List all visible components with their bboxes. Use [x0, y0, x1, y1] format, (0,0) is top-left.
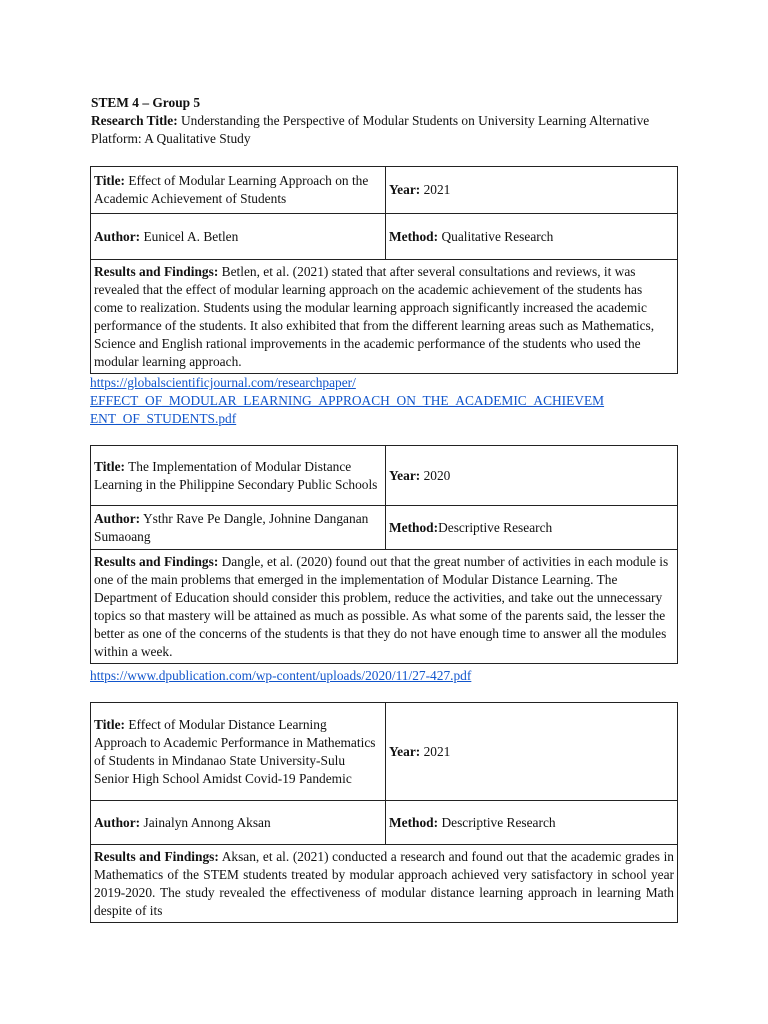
study-results: Betlen, et al. (2021) stated that after several consultations and reviews, it was revealed that the effect of modular learning approach on the academic achievement of the students has come to realization. Students using the modular learning approach significantly increased the academic performance of the students. It also exhibited that from the different learning areas such as Mathematics, Science and English rational improvements in the academic performance of the students who used the modular learning approach.	[94, 264, 655, 369]
study-results: Dangle, et al. (2020) found out that the great number of activities in each module is one of the main problems that emerged in the implementation of Modular Distance Learning. The Department of Education should consider this problem, reduce the activities, and take out the unnecessary topics so that mastery will be attained as much as possible. As what some of the parents said, the lesser the better as one of the concerns of the students is that they do not have enough time to answer all the modules within a week.	[94, 554, 669, 659]
table-row	[91, 260, 678, 374]
year-cell: Year: 2021	[386, 703, 678, 801]
study-results: Aksan, et al. (2021) conducted a research and found out that the academic grades in Mathematics of the STEM students treated by modular approach achieved very satisfactory in school year 2019-2020. The study revealed the effectiveness of modular distance learning approach in learning Math despite of its	[94, 849, 674, 918]
study-title: The Implementation of Modular Distance Learning in the Philippine Secondary Public Schools	[94, 458, 378, 492]
author-cell: Author: Ysthr Rave Pe Dangle, Johnine Danganan Sumaoang	[91, 506, 386, 550]
table-row	[91, 446, 678, 506]
study-author: Jainalyn Annong Aksan	[143, 814, 271, 830]
year-cell: Year: 2020	[386, 446, 678, 506]
study-table-2	[90, 445, 678, 664]
study-year: 2020	[423, 467, 451, 483]
study-method: Descriptive Research	[441, 814, 556, 830]
table-row	[91, 703, 678, 801]
method-cell: Method: Descriptive Research	[386, 801, 678, 845]
study-table-3	[90, 702, 678, 923]
table-row	[91, 506, 678, 550]
group-line: STEM 4 – Group 5	[91, 95, 201, 110]
study-year: 2021	[423, 743, 451, 759]
study-author: Ysthr Rave Pe Dangle, Johnine Danganan Sumaoang	[94, 510, 369, 544]
study-link-1[interactable]: https://globalscientificjournal.com/researchpaper/ EFFECT_OF_MODULAR_LEARNING_APPROACH_ON_THE_ACADEMIC_ACHIEVEM ENT_OF_STUDENTS.pdf	[90, 375, 605, 426]
study-title: Effect of Modular Learning Approach on the Academic Achievement of Students	[94, 173, 369, 206]
study-year: 2021	[423, 182, 451, 197]
author-cell: Author: Eunicel A. Betlen	[91, 214, 386, 260]
study-title: Effect of Modular Distance Learning Approach to Academic Performance in Mathematics of Students in Mindanao State University-Sulu Senior High School Amidst Covid-19 Pandemic	[94, 716, 376, 786]
table-row	[91, 214, 678, 260]
title-cell: Title: The Implementation of Modular Distance Learning in the Philippine Secondary Public Schools	[91, 446, 386, 506]
research-title-text: Understanding the Perspective of Modular Students on University Learning Alternative Platform: A Qualitative Study	[91, 113, 650, 146]
research-title-label: Research Title:	[91, 113, 178, 128]
results-cell: Results and Findings: Betlen, et al. (2021) stated that after several consultations and reviews, it was revealed that the effect of modular learning approach on the academic achievement of the students has come to realization. Students using the modular learning approach significantly increased the academic performance of the students. It also exhibited that from the different learning areas such as Mathematics, Science and English rational improvements in the academic performance of the students who used the modular learning approach.	[91, 260, 678, 374]
research-title	[91, 112, 691, 148]
table-row	[91, 550, 678, 664]
table-row	[91, 167, 678, 214]
title-cell: Title: Effect of Modular Distance Learning Approach to Academic Performance in Mathematics of Students in Mindanao State University-Sulu Senior High School Amidst Covid-19 Pandemic	[91, 703, 386, 801]
study-link-2[interactable]: https://www.dpublication.com/wp-content/uploads/2020/11/27-427.pdf	[90, 668, 472, 683]
study-method: Descriptive Research	[438, 519, 553, 535]
author-cell: Author: Jainalyn Annong Aksan	[91, 801, 386, 845]
document-header	[91, 94, 691, 148]
year-cell: Year: 2021	[386, 167, 678, 214]
results-cell: Results and Findings: Aksan, et al. (2021) conducted a research and found out that the academic grades in Mathematics of the STEM students treated by modular approach achieved very satisfactory in school year 2019-2020. The study revealed the effectiveness of modular distance learning approach in learning Math despite of its	[91, 845, 678, 923]
results-cell: Results and Findings: Dangle, et al. (2020) found out that the great number of activities in each module is one of the main problems that emerged in the implementation of Modular Distance Learning. The Department of Education should consider this problem, reduce the activities, and take out the unnecessary topics so that mastery will be attained as much as possible. As what some of the parents said, the lesser the better as one of the concerns of the students is that they do not have enough time to answer all the modules within a week.	[91, 550, 678, 664]
table-row	[91, 801, 678, 845]
study-author: Eunicel A. Betlen	[143, 228, 239, 244]
title-cell: Title: Effect of Modular Learning Approach on the Academic Achievement of Students	[91, 167, 386, 214]
method-cell: Method: Qualitative Research	[386, 214, 678, 260]
method-cell: Method:Descriptive Research	[386, 506, 678, 550]
table-row	[91, 845, 678, 923]
study-table-1	[90, 166, 678, 374]
study-method: Qualitative Research	[441, 228, 554, 244]
